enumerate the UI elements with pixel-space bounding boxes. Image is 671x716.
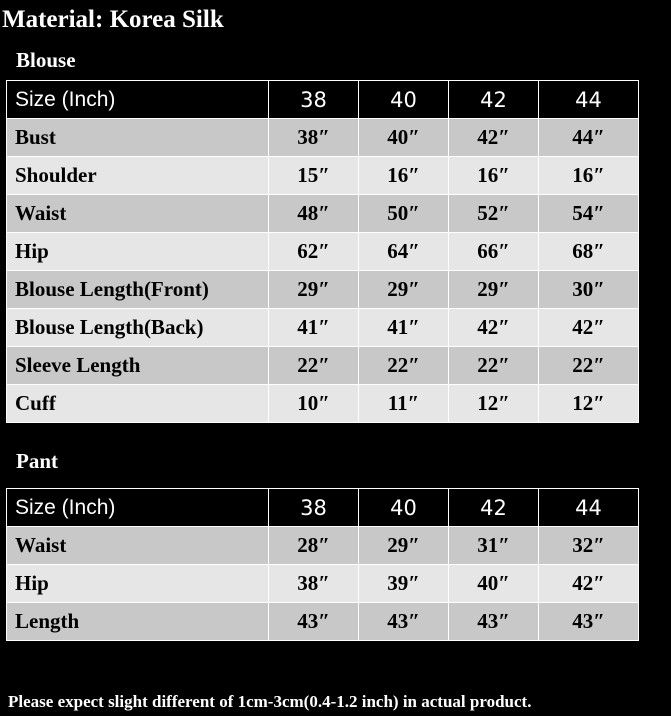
table-row bbox=[7, 119, 639, 157]
size-header-cell: 40 bbox=[359, 81, 449, 119]
size-header-label: Size (Inch) bbox=[7, 81, 269, 119]
table-row bbox=[7, 565, 639, 603]
table-cell: 42″ bbox=[449, 119, 539, 157]
table-row bbox=[7, 195, 639, 233]
table-cell: 38″ bbox=[269, 565, 359, 603]
table-cell: 38″ bbox=[269, 119, 359, 157]
table-cell: 66″ bbox=[449, 233, 539, 271]
table-cell: 12″ bbox=[449, 385, 539, 423]
table-row bbox=[7, 309, 639, 347]
table-cell: 41″ bbox=[359, 309, 449, 347]
table-cell: 16″ bbox=[449, 157, 539, 195]
table-cell: 11″ bbox=[359, 385, 449, 423]
size-header-cell: 44 bbox=[539, 489, 639, 527]
table-cell: 40″ bbox=[359, 119, 449, 157]
size-header-cell: 38 bbox=[269, 81, 359, 119]
table-cell: 28″ bbox=[269, 527, 359, 565]
table-cell: 62″ bbox=[269, 233, 359, 271]
size-header-cell: 40 bbox=[359, 489, 449, 527]
pant-size-table bbox=[6, 488, 639, 641]
table-cell: 10″ bbox=[269, 385, 359, 423]
row-label: Cuff bbox=[7, 385, 269, 423]
table-cell: 29″ bbox=[359, 271, 449, 309]
table-cell: 50″ bbox=[359, 195, 449, 233]
table-cell: 40″ bbox=[449, 565, 539, 603]
table-row bbox=[7, 157, 639, 195]
blouse-size-table bbox=[6, 80, 639, 423]
row-label: Length bbox=[7, 603, 269, 641]
table-cell: 22″ bbox=[359, 347, 449, 385]
table-cell: 52″ bbox=[449, 195, 539, 233]
size-header-cell: 42 bbox=[449, 489, 539, 527]
table-cell: 15″ bbox=[269, 157, 359, 195]
table-cell: 29″ bbox=[269, 271, 359, 309]
table-cell: 22″ bbox=[269, 347, 359, 385]
table-row bbox=[7, 233, 639, 271]
table-cell: 32″ bbox=[539, 527, 639, 565]
table-cell: 29″ bbox=[359, 527, 449, 565]
table-row bbox=[7, 385, 639, 423]
row-label: Hip bbox=[7, 565, 269, 603]
table-header-row bbox=[7, 489, 639, 527]
table-cell: 31″ bbox=[449, 527, 539, 565]
table-row bbox=[7, 603, 639, 641]
table-cell: 48″ bbox=[269, 195, 359, 233]
table-cell: 16″ bbox=[359, 157, 449, 195]
row-label: Blouse Length(Front) bbox=[7, 271, 269, 309]
table-cell: 16″ bbox=[539, 157, 639, 195]
row-label: Sleeve Length bbox=[7, 347, 269, 385]
table-cell: 29″ bbox=[449, 271, 539, 309]
size-header-label: Size (Inch) bbox=[7, 489, 269, 527]
table-cell: 44″ bbox=[539, 119, 639, 157]
table-header-row bbox=[7, 81, 639, 119]
table-cell: 54″ bbox=[539, 195, 639, 233]
table-cell: 42″ bbox=[449, 309, 539, 347]
table-cell: 30″ bbox=[539, 271, 639, 309]
row-label: Waist bbox=[7, 527, 269, 565]
table-row bbox=[7, 527, 639, 565]
row-label: Shoulder bbox=[7, 157, 269, 195]
table-cell: 43″ bbox=[539, 603, 639, 641]
table-cell: 43″ bbox=[449, 603, 539, 641]
row-label: Hip bbox=[7, 233, 269, 271]
blouse-section-heading: Blouse bbox=[16, 48, 76, 72]
table-cell: 64″ bbox=[359, 233, 449, 271]
table-cell: 68″ bbox=[539, 233, 639, 271]
row-label: Blouse Length(Back) bbox=[7, 309, 269, 347]
row-label: Bust bbox=[7, 119, 269, 157]
table-row bbox=[7, 271, 639, 309]
table-cell: 42″ bbox=[539, 565, 639, 603]
table-cell: 43″ bbox=[269, 603, 359, 641]
table-cell: 43″ bbox=[359, 603, 449, 641]
table-cell: 42″ bbox=[539, 309, 639, 347]
size-header-cell: 44 bbox=[539, 81, 639, 119]
size-header-cell: 38 bbox=[269, 489, 359, 527]
table-cell: 39″ bbox=[359, 565, 449, 603]
table-cell: 41″ bbox=[269, 309, 359, 347]
row-label: Waist bbox=[7, 195, 269, 233]
size-header-cell: 42 bbox=[449, 81, 539, 119]
table-cell: 22″ bbox=[539, 347, 639, 385]
table-cell: 12″ bbox=[539, 385, 639, 423]
table-row bbox=[7, 347, 639, 385]
table-cell: 22″ bbox=[449, 347, 539, 385]
pant-section-heading: Pant bbox=[16, 449, 58, 473]
page-title: Material: Korea Silk bbox=[2, 6, 224, 33]
disclaimer-note: Please expect slight different of 1cm-3cm(0.4-1.2 inch) in actual product. bbox=[8, 692, 532, 711]
